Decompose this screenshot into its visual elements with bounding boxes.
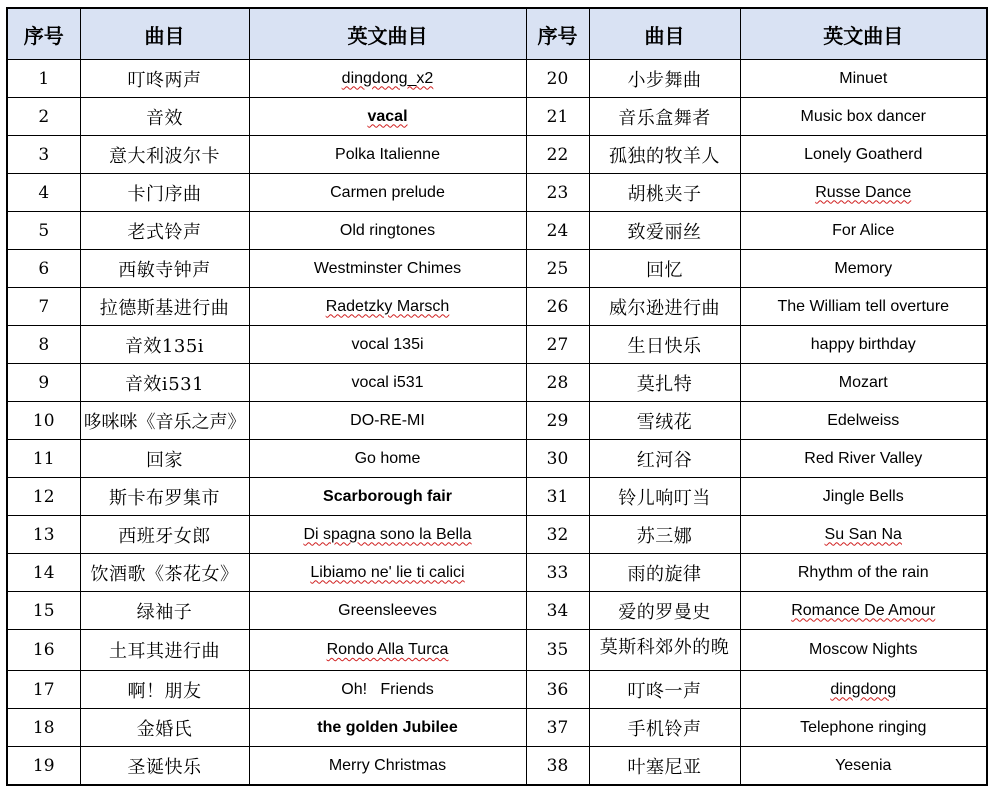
table-row — [7, 212, 987, 250]
song-title: 红河谷 — [589, 440, 740, 478]
song-number: 8 — [7, 326, 80, 364]
song-english-title-text: vacal — [367, 107, 408, 125]
song-title: 音效135i — [80, 326, 249, 364]
song-english-title: Merry Christmas — [249, 747, 526, 786]
song-english-title: For Alice — [740, 212, 987, 250]
song-english-title: Mozart — [740, 364, 987, 402]
song-title: 叮咚两声 — [80, 60, 249, 98]
song-title: 苏三娜 — [589, 516, 740, 554]
song-title: 生日快乐 — [589, 326, 740, 364]
song-title: 饮酒歌《茶花女》 — [80, 554, 249, 592]
song-english-title: DO-RE-MI — [249, 402, 526, 440]
song-number: 11 — [7, 440, 80, 478]
song-english-title: Carmen prelude — [249, 174, 526, 212]
song-title: 土耳其进行曲 — [80, 630, 249, 671]
song-number: 30 — [526, 440, 589, 478]
song-english-title — [249, 60, 526, 98]
song-title: 音乐盒舞者 — [589, 98, 740, 136]
table-row — [7, 516, 987, 554]
song-number: 5 — [7, 212, 80, 250]
song-english-title: Telephone ringing — [740, 709, 987, 747]
song-title: 西班牙女郎 — [80, 516, 249, 554]
song-english-title-text: dingdong — [830, 680, 897, 698]
song-english-title: Westminster Chimes — [249, 250, 526, 288]
song-english-title: Old ringtones — [249, 212, 526, 250]
song-title: 回家 — [80, 440, 249, 478]
song-english-title — [249, 288, 526, 326]
song-title: 圣诞快乐 — [80, 747, 249, 786]
song-number: 34 — [526, 592, 589, 630]
song-title: 叶塞尼亚 — [589, 747, 740, 786]
song-number: 33 — [526, 554, 589, 592]
song-title: 雨的旋律 — [589, 554, 740, 592]
song-english-title: Polka Italienne — [249, 136, 526, 174]
table-row — [7, 630, 987, 671]
table-row — [7, 60, 987, 98]
song-title: 莫斯科郊外的晚 — [589, 630, 740, 671]
song-english-title: Scarborough fair — [249, 478, 526, 516]
song-number: 28 — [526, 364, 589, 402]
song-english-title: Memory — [740, 250, 987, 288]
song-english-title: The William tell overture — [740, 288, 987, 326]
table-row — [7, 554, 987, 592]
song-english-title-text: Romance De Amour — [791, 601, 936, 619]
table-header — [7, 8, 987, 60]
song-number: 14 — [7, 554, 80, 592]
table-row — [7, 747, 987, 786]
song-english-title: Music box dancer — [740, 98, 987, 136]
song-number: 23 — [526, 174, 589, 212]
song-number: 24 — [526, 212, 589, 250]
song-title: 卡门序曲 — [80, 174, 249, 212]
song-number: 17 — [7, 671, 80, 709]
song-number: 7 — [7, 288, 80, 326]
song-title: 哆咪咪《音乐之声》 — [80, 402, 249, 440]
song-number: 9 — [7, 364, 80, 402]
song-number: 37 — [526, 709, 589, 747]
song-title: 铃儿响叮当 — [589, 478, 740, 516]
table-row — [7, 364, 987, 402]
song-english-title: Edelweiss — [740, 402, 987, 440]
song-number: 3 — [7, 136, 80, 174]
table-row — [7, 174, 987, 212]
song-number: 12 — [7, 478, 80, 516]
table-row — [7, 250, 987, 288]
table-row — [7, 288, 987, 326]
song-number: 25 — [526, 250, 589, 288]
song-english-title: Red River Valley — [740, 440, 987, 478]
song-english-title — [249, 516, 526, 554]
song-title: 拉德斯基进行曲 — [80, 288, 249, 326]
song-number: 13 — [7, 516, 80, 554]
song-english-title: Greensleeves — [249, 592, 526, 630]
song-title: 致爱丽丝 — [589, 212, 740, 250]
song-english-title-text: Libiamo ne' lie ti calici — [310, 563, 465, 581]
song-title: 老式铃声 — [80, 212, 249, 250]
song-number: 29 — [526, 402, 589, 440]
song-english-title: Jingle Bells — [740, 478, 987, 516]
song-english-title: Moscow Nights — [740, 630, 987, 671]
song-title: 孤独的牧羊人 — [589, 136, 740, 174]
song-english-title — [740, 174, 987, 212]
table-row — [7, 671, 987, 709]
song-english-title: Oh! Friends — [249, 671, 526, 709]
song-english-title-text: Di spagna sono la Bella — [303, 525, 472, 543]
song-english-title: Yesenia — [740, 747, 987, 786]
song-title: 金婚氏 — [80, 709, 249, 747]
song-english-title: Go home — [249, 440, 526, 478]
header-english-title-left: 英文曲目 — [249, 8, 526, 60]
table-row — [7, 478, 987, 516]
song-number: 16 — [7, 630, 80, 671]
song-title: 莫扎特 — [589, 364, 740, 402]
table-row — [7, 709, 987, 747]
song-title: 意大利波尔卡 — [80, 136, 249, 174]
song-title: 音效 — [80, 98, 249, 136]
song-title: 绿袖子 — [80, 592, 249, 630]
song-number: 22 — [526, 136, 589, 174]
table-row — [7, 98, 987, 136]
song-number: 21 — [526, 98, 589, 136]
header-number-right: 序号 — [526, 8, 589, 60]
song-english-title: vocal i531 — [249, 364, 526, 402]
song-english-title: the golden Jubilee — [249, 709, 526, 747]
song-number: 31 — [526, 478, 589, 516]
song-english-title-text: Rondo Alla Turca — [326, 641, 449, 658]
song-number: 35 — [526, 630, 589, 671]
song-english-title-text: Su San Na — [824, 525, 902, 543]
song-english-title: Rhythm of the rain — [740, 554, 987, 592]
song-title: 音效i531 — [80, 364, 249, 402]
song-title: 雪绒花 — [589, 402, 740, 440]
table-row — [7, 136, 987, 174]
song-number: 4 — [7, 174, 80, 212]
table-row — [7, 402, 987, 440]
song-title: 小步舞曲 — [589, 60, 740, 98]
song-english-title — [740, 671, 987, 709]
song-title: 啊！朋友 — [80, 671, 249, 709]
song-title: 回忆 — [589, 250, 740, 288]
header-title-right: 曲目 — [589, 8, 740, 60]
header-number-left: 序号 — [7, 8, 80, 60]
header-english-title-right: 英文曲目 — [740, 8, 987, 60]
song-english-title-text: Radetzky Marsch — [325, 297, 450, 315]
song-english-title — [249, 630, 526, 671]
song-title: 手机铃声 — [589, 709, 740, 747]
song-number: 36 — [526, 671, 589, 709]
song-number: 10 — [7, 402, 80, 440]
song-title: 爱的罗曼史 — [589, 592, 740, 630]
song-english-title: happy birthday — [740, 326, 987, 364]
song-english-title — [740, 516, 987, 554]
song-title: 斯卡布罗集市 — [80, 478, 249, 516]
song-number: 18 — [7, 709, 80, 747]
table-row — [7, 440, 987, 478]
song-english-title: Minuet — [740, 60, 987, 98]
song-english-title — [249, 554, 526, 592]
song-number: 19 — [7, 747, 80, 786]
song-list-table — [6, 7, 988, 786]
song-number: 6 — [7, 250, 80, 288]
song-number: 32 — [526, 516, 589, 554]
song-english-title — [740, 592, 987, 630]
table-body — [7, 60, 987, 786]
song-title: 叮咚一声 — [589, 671, 740, 709]
song-number: 26 — [526, 288, 589, 326]
song-number: 2 — [7, 98, 80, 136]
table-row — [7, 592, 987, 630]
header-title-left: 曲目 — [80, 8, 249, 60]
table-row — [7, 326, 987, 364]
song-number: 38 — [526, 747, 589, 786]
song-number: 1 — [7, 60, 80, 98]
song-number: 20 — [526, 60, 589, 98]
song-english-title-text: Russe Dance — [815, 183, 912, 201]
song-english-title — [249, 98, 526, 136]
song-english-title-text: dingdong_x2 — [341, 69, 434, 87]
song-english-title: Lonely Goatherd — [740, 136, 987, 174]
song-title: 胡桃夹子 — [589, 174, 740, 212]
song-title: 威尔逊进行曲 — [589, 288, 740, 326]
header-row — [7, 8, 987, 60]
song-number: 15 — [7, 592, 80, 630]
song-number: 27 — [526, 326, 589, 364]
song-english-title: vocal 135i — [249, 326, 526, 364]
song-title: 西敏寺钟声 — [80, 250, 249, 288]
